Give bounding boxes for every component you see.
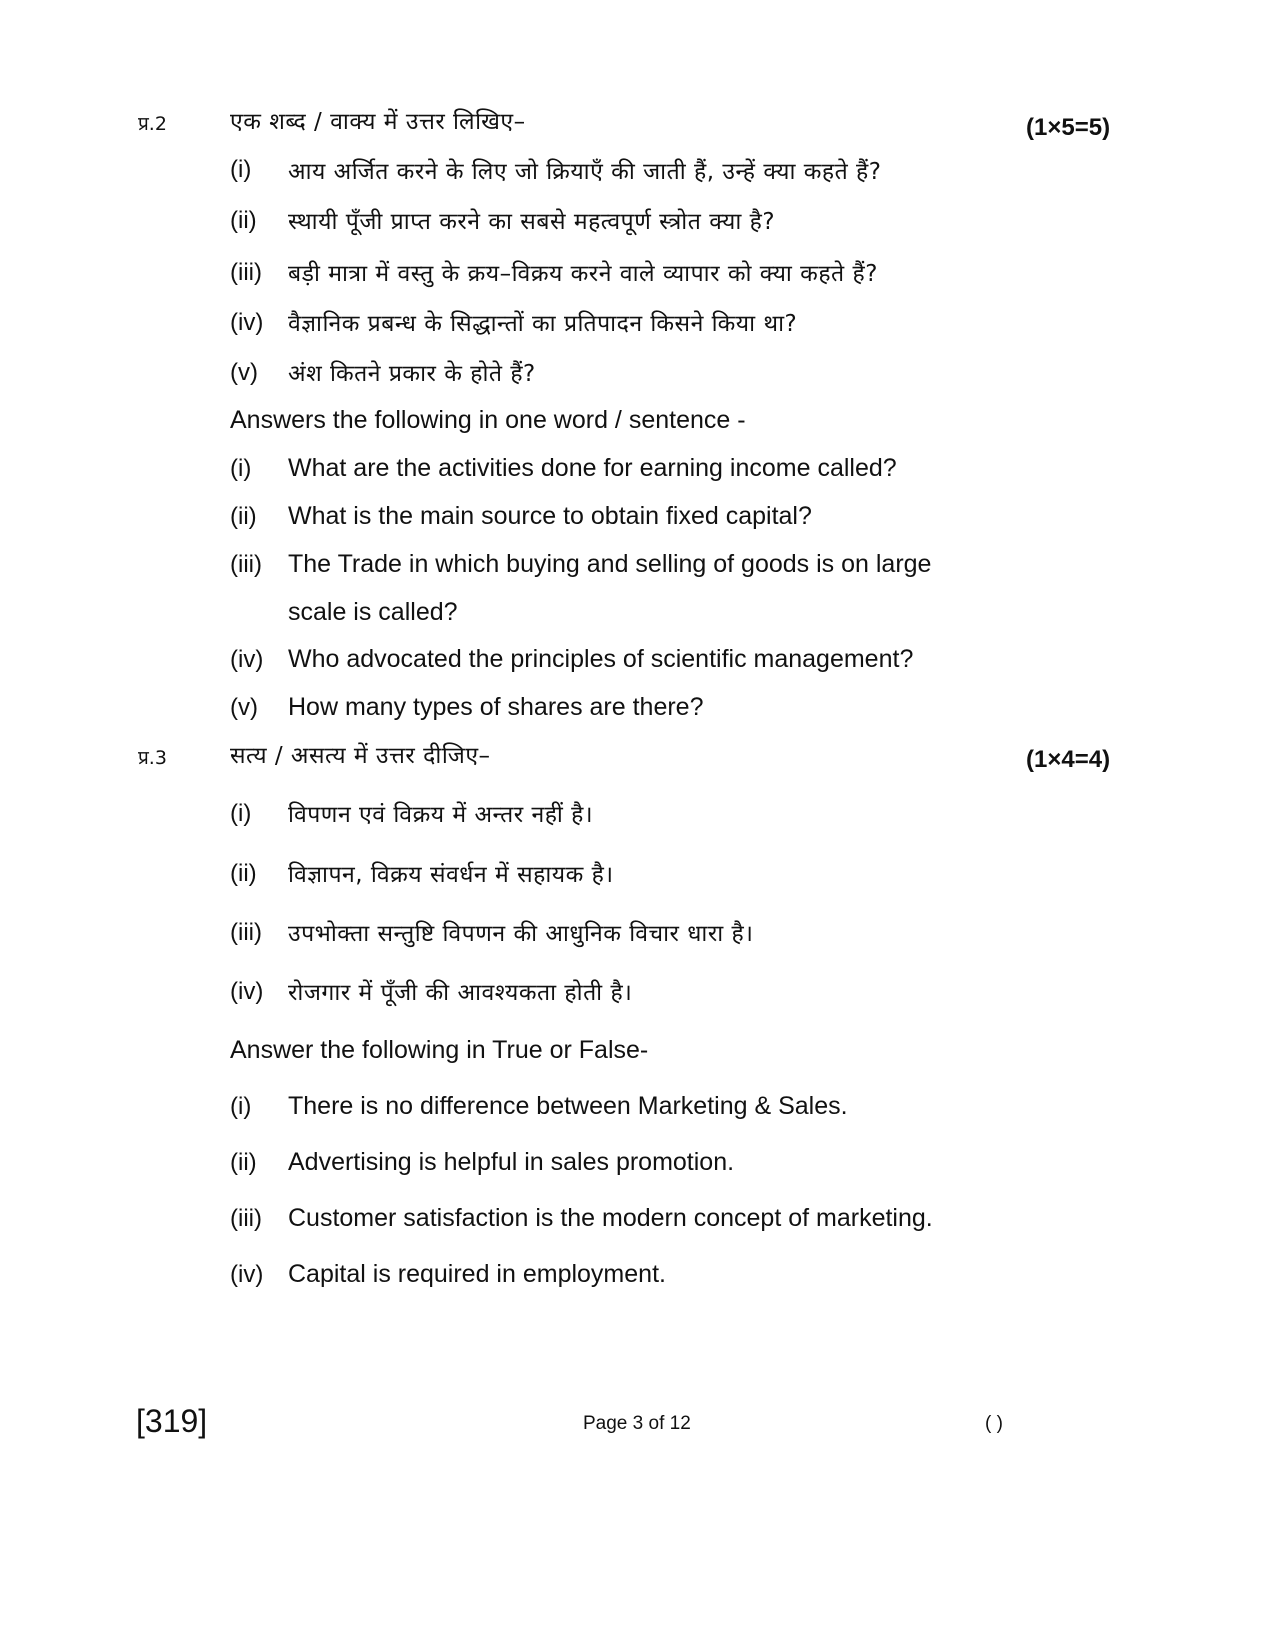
q3-hi-item-text: विपणन एवं विक्रय में अन्तर नहीं है। xyxy=(288,802,594,828)
q2-instruction-hindi: एक शब्द / वाक्य में उत्तर लिखिए– xyxy=(230,109,526,135)
q2-hi-item-text: स्थायी पूँजी प्राप्त करने का सबसे महत्वपूर्ण स्त्रोत क्या है? xyxy=(288,209,776,235)
question-number-2: प्र.2 xyxy=(138,113,167,135)
q2-en-item-text: Who advocated the principles of scientific management? xyxy=(288,645,914,673)
q3-instruction-english: Answer the following in True or False- xyxy=(230,1036,649,1064)
q3-hi-item-num: (ii) xyxy=(230,860,257,887)
q2-hi-item-num: (ii) xyxy=(230,207,257,234)
q2-en-item-num: (ii) xyxy=(230,503,257,530)
q3-instruction-hindi: सत्य / असत्य में उत्तर दीजिए– xyxy=(230,743,491,769)
q2-marks: (1×5=5) xyxy=(1026,114,1111,141)
q3-en-item-num: (iii) xyxy=(230,1205,262,1232)
q2-en-item-num: (iii) xyxy=(230,551,262,578)
q3-en-item-text: There is no difference between Marketing & Sales. xyxy=(288,1092,848,1120)
q3-hi-item-text: रोजगार में पूँजी की आवश्यकता होती है। xyxy=(288,980,633,1006)
q3-en-item-num: (iv) xyxy=(230,1261,264,1288)
q3-hi-item-text: विज्ञापन, विक्रय संवर्धन में सहायक है। xyxy=(288,862,614,888)
q3-marks: (1×4=4) xyxy=(1026,746,1111,773)
q3-hi-item-num: (iii) xyxy=(230,919,262,946)
q2-en-item-num: (iv) xyxy=(230,646,264,673)
q3-en-item-num: (ii) xyxy=(230,1149,257,1176)
footer-parentheses: ( ) xyxy=(985,1413,1003,1434)
q2-hi-item-text: बड़ी मात्रा में वस्तु के क्रय–विक्रय करने वाले व्यापार को क्या कहते हैं? xyxy=(288,261,878,287)
q2-instruction-english: Answers the following in one word / sentence - xyxy=(230,406,746,434)
q2-en-item-text: What is the main source to obtain fixed capital? xyxy=(288,502,812,530)
q2-en-item-num: (v) xyxy=(230,694,258,721)
q3-en-item-text: Customer satisfaction is the modern concept of marketing. xyxy=(288,1204,933,1232)
q2-en-item-text-continued: scale is called? xyxy=(288,598,458,626)
q3-hi-item-text: उपभोक्ता सन्तुष्टि विपणन की आधुनिक विचार धारा है। xyxy=(288,921,754,947)
paper-code: [319] xyxy=(136,1403,208,1439)
q2-hi-item-num: (iii) xyxy=(230,259,262,286)
q3-en-item-text: Capital is required in employment. xyxy=(288,1260,666,1288)
q2-en-item-text: What are the activities done for earning income called? xyxy=(288,454,897,482)
question-number-3: प्र.3 xyxy=(138,747,167,769)
q3-hi-item-num: (i) xyxy=(230,800,252,827)
q3-en-item-num: (i) xyxy=(230,1093,252,1120)
q3-hi-item-num: (iv) xyxy=(230,978,264,1005)
q3-en-item-text: Advertising is helpful in sales promotion. xyxy=(288,1148,735,1176)
q2-hi-item-text: वैज्ञानिक प्रबन्ध के सिद्धान्तों का प्रतिपादन किसने किया था? xyxy=(288,311,798,337)
q2-hi-item-num: (v) xyxy=(230,359,258,386)
q2-en-item-text: The Trade in which buying and selling of goods is on large xyxy=(288,550,932,578)
page-number: Page 3 of 12 xyxy=(583,1413,691,1434)
q2-hi-item-text: आय अर्जित करने के लिए जो क्रियाएँ की जाती हैं, उन्हें क्या कहते हैं? xyxy=(288,159,882,185)
q2-hi-item-text: अंश कितने प्रकार के होते हैं? xyxy=(288,361,536,387)
q2-en-item-text: How many types of shares are there? xyxy=(288,693,704,721)
q2-en-item-num: (i) xyxy=(230,455,252,482)
q2-hi-item-num: (iv) xyxy=(230,309,264,336)
q2-hi-item-num: (i) xyxy=(230,156,252,183)
